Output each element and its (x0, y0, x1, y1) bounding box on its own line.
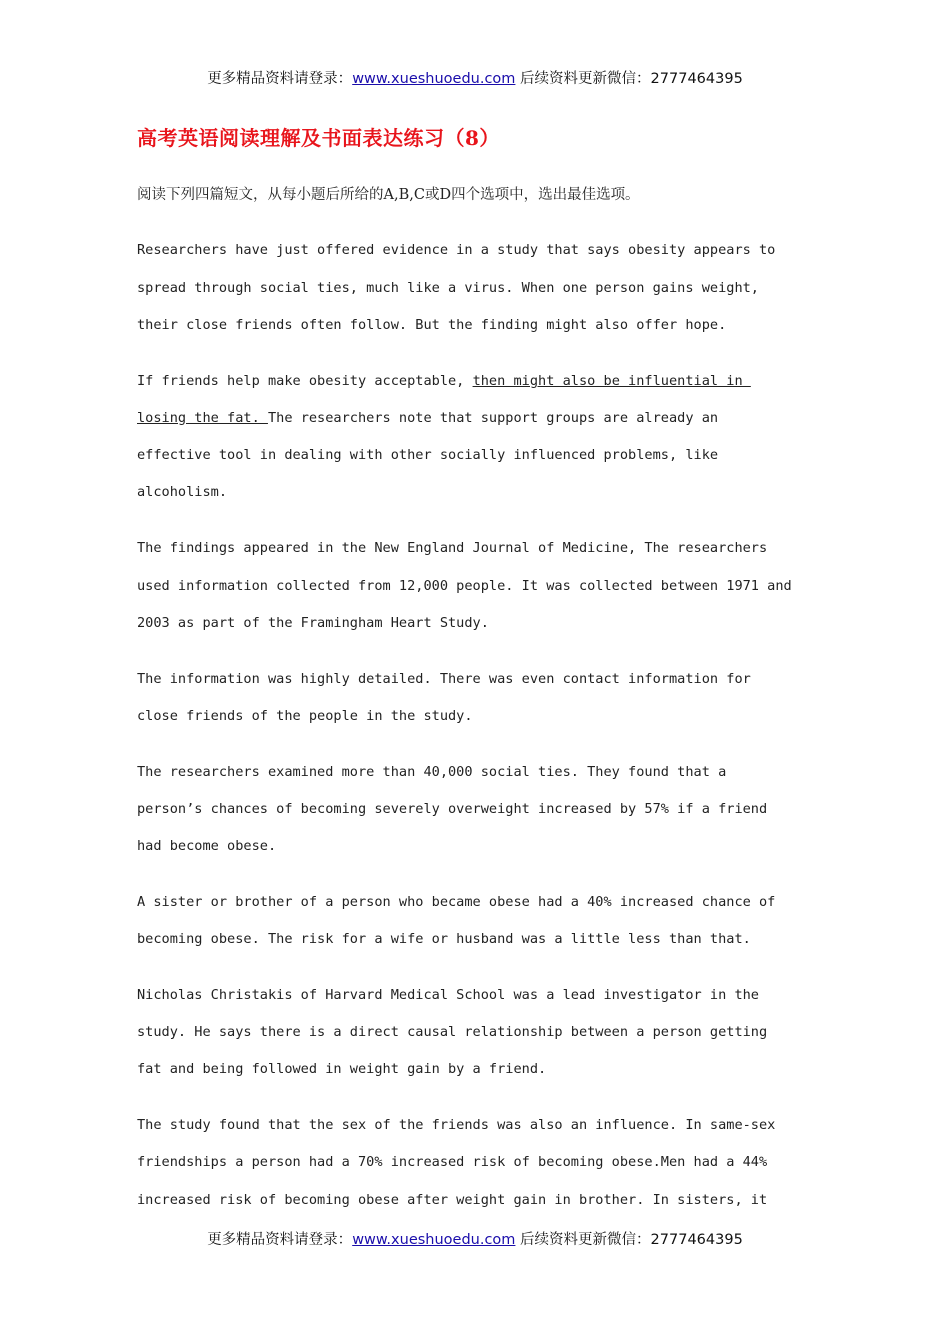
passage-line: alcoholism. (137, 484, 228, 500)
footer-link[interactable]: www.xueshuoedu.com (352, 1232, 516, 1248)
document-title: 高考英语阅读理解及书面表达练习（8） (137, 126, 500, 150)
underlined-phrase: then might also be influential in (472, 373, 751, 389)
passage-line: person’s chances of becoming severely overweight increased by 57% if a friend (137, 801, 768, 817)
header-prefix: 更多精品资料请登录： (207, 71, 353, 87)
passage-line: A sister or brother of a person who became obese had a 40% increased chance of (137, 894, 776, 910)
passage-line: Researchers have just offered evidence in a study that says obesity appears to (137, 242, 776, 258)
passage-line: The study found that the sex of the friends was also an influence. In same-sex (137, 1117, 776, 1133)
passage-line: close friends of the people in the study. (137, 708, 473, 724)
passage-line: 2003 as part of the Framingham Heart Study. (137, 615, 489, 631)
passage-line: The information was highly detailed. There was even contact information for (137, 671, 751, 687)
passage-line: study. He says there is a direct causal relationship between a person getting (137, 1024, 768, 1040)
passage-line: fat and being followed in weight gain by a friend. (137, 1061, 547, 1077)
passage-line: becoming obese. The risk for a wife or husband was a little less than that. (137, 931, 751, 947)
passage-line: had become obese. (137, 838, 277, 854)
passage-line: their close friends often follow. But the finding might also offer hope. (137, 317, 727, 333)
instruction-text: 阅读下列四篇短文，从每小题后所给的A,B,C或D四个选项中，选出最佳选项。 (137, 187, 640, 203)
line-text: The researchers note that support groups are already an (267, 410, 719, 426)
underlined-phrase: losing the fat. (137, 410, 268, 426)
header-link[interactable]: www.xueshuoedu.com (352, 71, 516, 87)
page-footer (0, 1228, 950, 1249)
passage-line: increased risk of becoming obese after weight gain in brother. In sisters, it (137, 1192, 768, 1208)
passage-line: The researchers examined more than 40,000 social ties. They found that a (137, 764, 727, 780)
passage-line (137, 373, 751, 389)
page-header (0, 67, 950, 88)
footer-suffix: 后续资料更新微信：2777464395 (520, 1232, 743, 1248)
passage-line: friendships a person had a 70% increased risk of becoming obese.Men had a 44% (137, 1154, 768, 1170)
passage-line: effective tool in dealing with other socially influenced problems, like (137, 447, 719, 463)
passage-line: used information collected from 12,000 people. It was collected between 1971 and (137, 578, 792, 594)
passage-line: spread through social ties, much like a virus. When one person gains weight, (137, 280, 759, 296)
line-text: If friends help make obesity acceptable, (137, 373, 473, 389)
header-suffix: 后续资料更新微信：2777464395 (520, 71, 743, 87)
passage-line (137, 410, 718, 426)
footer-prefix: 更多精品资料请登录： (207, 1232, 353, 1248)
passage-line: The findings appeared in the New England Journal of Medicine, The researchers (137, 540, 768, 556)
passage-line: Nicholas Christakis of Harvard Medical School was a lead investigator in the (137, 987, 759, 1003)
